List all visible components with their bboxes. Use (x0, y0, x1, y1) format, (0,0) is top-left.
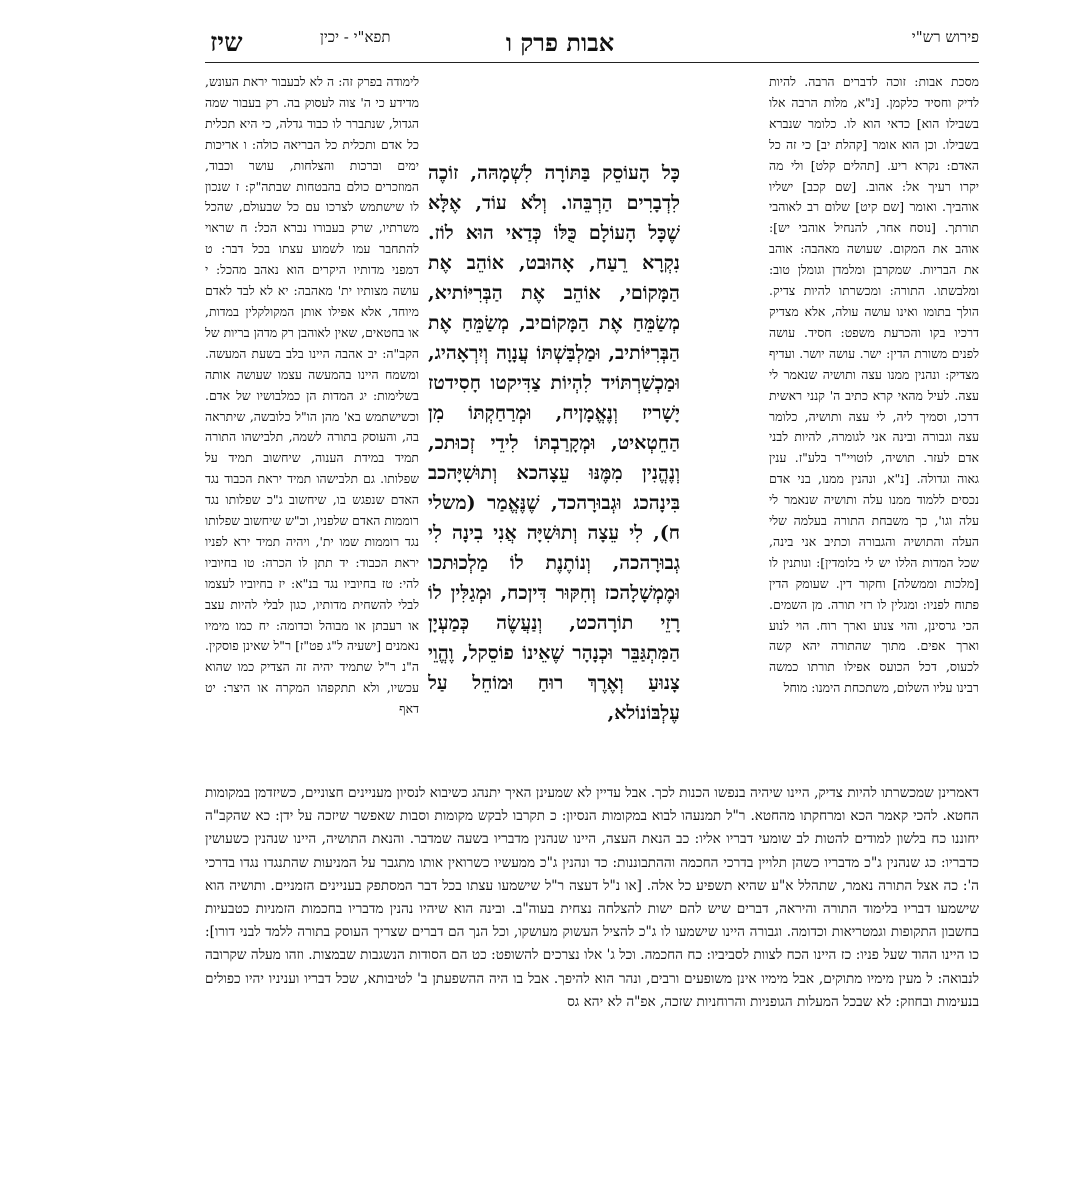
running-header-title: אבות פרק ו (505, 28, 615, 57)
header-rule (205, 62, 979, 63)
rashi-column: מסכת אבות: זוכה לדברים הרבה. להיות לדיק וחסיד כלקמן. [נ"א, מלות הרבה אלו בשבילו הוא] כדאי הוא לו. כלומר שנברא בשבילו. וכן הוא אומר [קהלת יב] כי זה כל האדם: נקרא ריע. [תהלים קלט] ולי מה יקרו רעיך אל: אהוב. [שם קכב] ישליו אוהביך. ואומר [שם קיט] שלום רב לאוהבי תורתך. [נוסח אחר, להנחיל אוהבי יש]: אוהב את המקום. שעושה מאהבה: אוהב את הבריות. שמקרבן ומלמדן וגומלן טוב: ומלבשתו. התורה: ומכשרתו להיות צדיק. הולך בתומו ואינו עושה עולה, אלא מצדיק דרכיו בקו והכרעת משפט: חסיד. עושה לפנים משורת הדין: ישר. עושה יושר. ועדיף מצדיק: ונהנין ממנו עצה ותושיה שנאמר לי עצה. לעיל מהאי קרא כתיב ה' קנני ראשית דרכו, וסמיך ליה, לי עצה ותושיה, כלומר עצה וגבורה ובינה אני לגומרה, להיות לבני אדם לעזר. תושיה, לוטויי"ר בלע"ז. ענין גאוה וגדולה. [נ"א, ונהנין ממנו, בני אדם נכסים ללמוד ממנו עלה ותושיה שנאמר לי עלה וגו', כך משבחת התורה בעלמה שלי העלה והתושיה והגבורה וכתיב אני בינה, שכל המדות הללו יש לי בלומדין]: ונותנין לו [מלכות וממשלה] וחקור דין. שעומק הדין פתוח לפניו: ומגלין לו רזי תורה. מן השמים. הכי גרסינן, והוי צנוע וארך רוח. הוי לנוע וארך אפים. מתוך שהתורה יהא קשה לכעוס, דכל הכועס אפילו תורתו כמשה רבינו עליו השלום, משתכחת הימנו: מוחל (769, 74, 979, 696)
running-header-rashi: פירוש רש"י (911, 28, 979, 46)
page-number: שיז (210, 28, 243, 58)
commentary-column: לימודה בפרק זה: ה לא לבעבור יראת העונש, מדידע כי ה' צוה לעסוק בה. רק בעבור שמה הגדול, שנתברר לו כבוד גדלה, כי היא תכלית כל אדם ותכלית כל הבריאה כולה: ו אריכות ימים וברכות והצלחות, עושר וכבוד, המוזכרים כולם בהבטחות שבתה"ק: ז שנכון לו שישתמש לצרכו עם כל שבעולם, שהכל משרתיו, שרק בעבורו נברא הכל: ח שראוי להתחבר עמו לשמוע עצתו בכל דבר: ט דמפני מדותיו היקרים הוא נאהב מהכל: י עושה מצותיו ית' מאהבה: יא לא לבד לאדם מיוחד, אלא אפילו אותן המקולקלין במדות, או בחטאים, שאין לאוהבן רק מדהן בריות של הקב"ה: יב אהבה היינו בלב בשעת המעשה. ומשמח היינו בהמעשה עצמו שעושה אותה בשלימות: יג המדות הן כמלבושיו של אדם. וכשישתמש בא' מהן הו"ל כלובשה, שיתראה בה, והעוסק בתורה לשמה, תלבישהו התורה תמיד במידת הענוה, שיחשוב תמיד על שפלותו. גם תלבישהו תמיד יראת הכבוד נגד האדם שנפגש בו, שיחשוב ג"כ שפלותו נגד רוממות האדם שלפניו, וכ"ש שיחשוב שפלותו נגד רוממות שמו ית', ויהיה תמיד ירא לפניו יראת הכבוד: יד תתן לו הכרה: טו בחיוביו להי: טז בחיוביו נגד בנ"א: יז בחיוביו לעצמו לבלי להשחית מדותיו, כגון לבלי להיות עצב או רעבתן או מבוהל וכדומה: יח כמו מימיו נאמנים [ישעיה ל"ג פט"ז] ר"ל שאינן פוסקין. ה"נ ר"ל שתמיד יהיה זה הצדיק כמו שהוא עכשיו, ולא תתקפהו המקרה או היצר: יט דאף (205, 74, 419, 717)
running-header-commentary: תפא"י - יכין (320, 28, 391, 46)
mishnah-text: כָּל הָעוֹסֵק בַּתּוֹרָה לִשְׁמָהּה, זוֹכֶה לִדְבָרִים הַרְבֵּהו. וְלֹא עוֹד, אֶלָּא שֶׁכָּל הָעוֹלָם כֻּלּוֹ כְּדַאי הוּא לוֹז. נִקְרָא רֵעַח, אָהוּבט, אוֹהֵב אֶת הַמָּקוֹםי, אוֹהֵב אֶת הַבְּרִיּוֹתיא, מְשַׂמֵּחַ אֶת הַמָּקוֹםיב, מְשַׂמֵּחַ אֶת הַבְּרִיּוֹתיב, וּמַלְבַּשְׁתּוֹ עֲנָוָה וְיִרְאָהיג, וּמַכְשַׁרְתּוֹיד לִהְיוֹת צַדִּיקטו חָסִידטז יָשָׁריז וְנֶאֱמָןיח, וּמְרַחַקְתּוֹ מִן הַחֵטְאיט, וּמְקָרַבְתּוֹ לִידֵי זְכוּתכ, וְנֶהֱנִין מִמֶּנּוּ עֵצָהכא וְתוּשִׁיָּהכב בִּינָהכג וּגְבוּרָהכד, שֶׁנֶּאֱמַר (משלי ח), לִי עֵצָה וְתוּשִׁיָּה אֲנִי בִינָה לִי גְבוּרָהכה, וְנוֹתֶנֶת לוֹ מַלְכוּתכו וּמֶמְשָׁלָהכז וְחִקּוּר דִּיןכח, וּמְגַלִּין לוֹ רָזֵי תוֹרָהכט, וְנַעֲשֶׂה כְּמַעְיָן הַמִּתְגַּבֵּר וּכְנָהָר שֶׁאֵינוֹ פוֹסֵקל, וֶהֱוֵי צָנוּעַ וְאֶרֶךְ רוּחַ וּמוֹחֵל עַל עֶלְבּוֹנוֹלא, (428, 162, 680, 724)
footnotes-text: דאמרינן שמכשרתו להיות צדיק, היינו שיהיה בנפשו הכנות לכך. אבל עדיין לא שמעינן האיך יתנהג כשיבוא לנסיון מעניינים חצוניים, כשיזדמן במקומות החטא. להכי קאמר הכא ומרחקתו מהחטא. ר"ל תמנעהו לבוא במקומות הנסיון: כ תקרבו לבקש מקומות וסבות שאפשר שיזכה על ידן: כא שהקב"ה יחוננו כח בלשון למודים להטות לב שומעי דבריו אליו: כב הנאת העצה, היינו שנהנין מדבריו בשעה שמדבר. והנאת התושיה, היינו שנהנין כשעושין כדבריו: כג שנהנין ג"כ מדבריו כשהן תלויין בדרכי החכמה וההתבוננות: כד ונהנין ג"כ ממעשיו כשרואין אותו מתגבר על המניעות שהתנגדו נגדו בדרכי ה': כה אצל התורה נאמר, שתהלל א"ע שהיא תשפיע כל אלה. [או נ"ל דעצה ר"ל שישמעו עצתו בכל דבר המסתפק בעניינים הזמניים. ותושיה הוא שישמעו דבריו בלימוד התורה והיראה, דברים שיש להם ישות להצלחה נצחית בעוה"ב. ובינה הוא שיהיו נהנין מדבריו בחכמות הזמניות כטבעיות בחשבון התקופות וגמטריאות וכדומה. וגבורה היינו שישמעו לו ג"כ להציל העשוק מעושקו, וכל הנך הם דברים שצריך העוסק בתורה ללמד לבני דורו]: כו היינו ההוד שעל פניו: כז היינו הכח לצוות לסביביו: כח החכמה. וכל ג' אלו נצרכים להשופט: כט הם הסודות הנשגבות שבמצות. וזהו מעלה שקרובה לנבואה: ל מעין מימיו מתוקים, אבל מימיו אינן משופעים ורבים, ונהר הוא להיפך. אבל בו היה ההשפעתן ב' לטיבותא, שכל דבריו ועניניו יהיו כפולים בנעימות ובחוזק: לא שבכל המעלות הגופניות והרוחניות שזכה, אפ"ה לא יהא גס (205, 785, 979, 1010)
footnotes (205, 782, 979, 1192)
